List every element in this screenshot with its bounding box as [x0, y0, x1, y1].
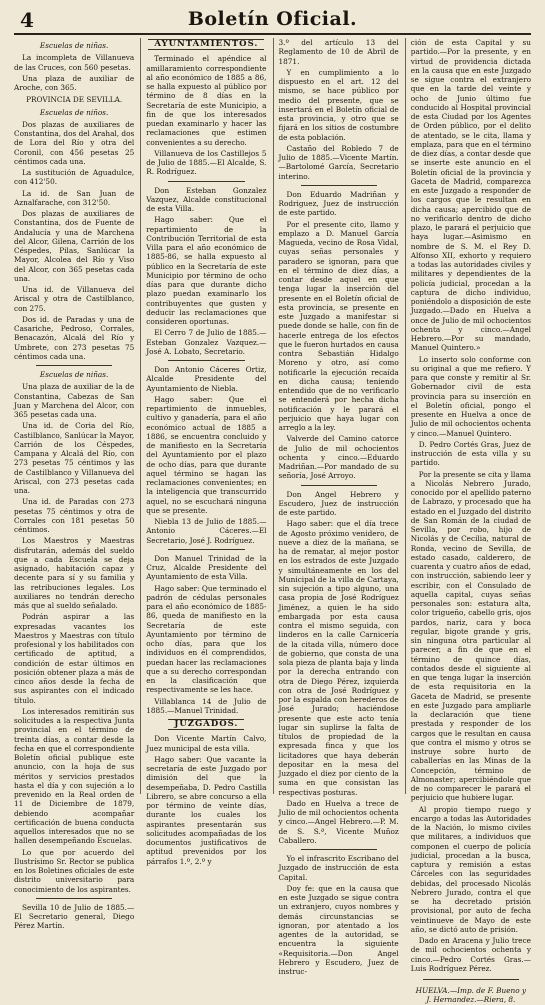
printer-imprint-line-2: J. Hernandez.—Riera, 8. [426, 995, 516, 1005]
paragraph: Escuelas de niñas. [39, 370, 109, 379]
section-divider [301, 185, 377, 186]
section-title-juzgados: JUZGADOS. [146, 719, 266, 730]
printer-imprint [411, 986, 531, 1005]
column-1 [14, 38, 135, 931]
paragraph: Lo inserto solo conforme con su original a que me refiero. Y para que conste y remitir al Sr. Gobernador civil de esta provincia para su inserción en el Boletín oficial, pongo el presente en Huelva a once de Julio de mil ochocientos ochenta y cinco.—Manuel Quintero. [410, 354, 531, 438]
column-4-body [411, 38, 531, 973]
paragraph: Valverde del Camino catorce de Julio de mil ochocientos ochenta y cinco.—Eduardo Madriñan.—Por mandado de su señoría, José Arroyo. [278, 434, 399, 481]
paragraph: Don Angel Hebrero y Escudero, Juez de instrucción de este partido. [278, 489, 399, 517]
paragraph: Doy fe: que en la causa que en este Juzgado se sigue contra un extranjero, cuyos nombres y demás circunstancias se ignoran, por atentado a los agentes de la autoridad, se encuentra la siguiente «Requisitoria.—Don Angel Hebrero y Escudero, Juez de instruc- [278, 883, 399, 976]
column-3 [273, 38, 399, 976]
paragraph: Los Maestros y Maestras disfrutarán, además del sueldo que a cada Escuela se deja asignado, habitación capaz y decente para sí y su familia y las retribuciones legales. Los auxiliares no tendrán derecho más que al sueldo señalado. [14, 536, 135, 610]
paragraph: Al propio tiempo ruego y encargo a todas las Autoridades de la Nación, lo mismo civiles que militares, a individuos que componen el cuerpo de policía judicial, procedan a la busca, captura y remisión a estas Cárceles con las seguridades debidas, del procesado Nicolás Nebrero Jurado, contra el que se ha decretado prisión provisional, por auto de fecha veintinueve de Mayo de este año, se dictó auto de prisión. [410, 804, 531, 934]
paragraph: Una id. de Paradas con 273 pesetas 75 céntimos y otra de Corrales con 181 pesetas 50 céntimos. [14, 497, 135, 534]
paragraph: Una plaza de auxiliar de la de Constantina, Cabezas de San Juan y Marchena del Alcor, con 365 pesetas cada una. [14, 382, 135, 419]
section-divider [168, 360, 244, 361]
paragraph: Podrán aspirar a las expresadas vacantes los Maestros y Maestras con título profesional y los habilitados con certificado de aptitud, a condición de estar últimos en posición obtener plaza a más de cinco años desde la fecha de sus aspirantes con el indicado título. [14, 612, 135, 705]
paragraph: Lo que por acuerdo del Ilustrísimo Sr. Rector se publica en los Boletines oficiales de este distrito universitario para conocimiento de los aspirantes. [14, 847, 135, 894]
paragraph: Villanueva de los Castillejos 5 de Julio de 1885.—El Alcalde, S. R. Rodríguez. [146, 148, 267, 177]
paragraph: Don Eduardo Madriñan y Rodriguez, Juez de instrucción de este partido. [278, 189, 399, 218]
section-divider [36, 898, 112, 899]
paragraph: Por la presente se cita y llama a Nicolás Nebrero Jurado, conocido por el apellido paterno de Labrazo, y procesado que ha estado en el Juzgado del distrito de San Román de la ciudad de Sevilla, por robo, hijo de Nicolás y de Cecilia, natural de Ronda, vecino de Sevilla, de estado casado, calderero, de cuarenta y cuatro años de edad, con instrucción, sabiendo leer y escribir, con el Consulado de aquella capital, cuyas señas personales son: estatura alta, color trigueño, cabello gris, ojos pardos, nariz, cara y boca regular, bigote grande y gris, sin ninguna otra particular al parecer, a fin de que en el término de quince días, contados desde el siguiente al en que tenga lugar la inserción de esta requisitoria en la Gaceta de Madrid, se presente en este Juzgado para ampliarle la declaración que tiene prestada y responder de los cargos que le resultan en causa que contra el mismo y otros se instruye sobre hurto de caballerías en las Minas de la Concepción, término de Almonaster; apercibiéndole que de no comparecer le parará el perjuicio que hubiere lugar. [410, 469, 531, 803]
paragraph: Niebla 13 de Julio de 1885.—Antonio Cáceres.—El Secretario, José J. Rodríguez. [146, 517, 267, 545]
column-1-body [14, 41, 134, 931]
paragraph: Villablanca 14 de Julio de 1885.—Manuel Trinidad. [146, 696, 267, 715]
page-header [14, 6, 531, 32]
paragraph: Una id. de Villanueva del Ariscal y otra de Castilblanco, con 275. [14, 285, 135, 313]
paragraph: Hago saber: Que terminado el padrón de cédulas personales para el año económico de 1885-86, queda de manifiesto en la Secretaría de este Ayuntamiento por término de ocho días, para que los individuos en él comprendidos, puedan hacer las reclamaciones que a su derecho correspondan en la clasificación que respectivamente se les hace. [146, 583, 267, 695]
section-divider [168, 181, 244, 182]
paragraph: Dado en Aracena y Julio trece de mil ochocientos ochenta y cinco.—Pedro Cortés Gras.—Luis Rodríguez Pérez. [410, 936, 531, 973]
header-rule [14, 33, 531, 35]
paragraph: ción de esta Capital y su partido.—Por la presente, y en virtud de providencia dictada en la causa que en este Juzgado se sigue contra el extranjero que en la tarde del veinte y ocho de Junio último fue conducido al Hospital provincial de esta Ciudad por los Agentes de Orden público, por el delito de atentado, se le cita, llama y emplaza, para que en el término de diez días, a contar desde que se inserte este anuncio en el Boletín oficial de la provincia y Gaceta de Madrid, comparezca en este Juzgado a responder de los cargos que le resultan en dicha causa; apercibido que de no verificarlo dentro de dicho plazo, le parará el perjuicio que haya lugar.—Asimismo en nombre de S. M. el Rey D. Alfonso XII, exhorto y requiero a todas las autoridades civiles y militares y dependientes de la policía judicial, procedan a la captura de dicho individuo, poniéndolo a disposición de este Juzgado.—Dado en Huelva a once de Julio de mil ochocientos ochenta y cinco.—Angel Hebrero.—Por su mandado, Manuel Quintero.» [410, 38, 531, 353]
paragraph: Y en cumplimiento a lo dispuesto en el art. 12 del mismo, se hace público por medio del presente, que se insertará en el Boletín oficial de esta provincia, y otro que se fijará en los sitios de costumbre de esta población. [278, 67, 399, 142]
paragraph: La sustitución de Aguadulce, con 412'50. [14, 168, 135, 187]
page-title: Boletín Oficial. [187, 8, 358, 30]
section-divider [36, 365, 112, 366]
paragraph: Dado en Huelva a trece de Julio de mil ochocientos ochenta y cinco.—Angel Hebrero.—P. M. de S. S.ª, Vicente Muñoz Caballero. [278, 798, 399, 845]
paragraph: Hago saber: Que vacante la secretaría de este Juzgado por dimisión del que la desempeñaba, D. Pedro Castilla Librero, se abre concurso a ella por término de veinte días, durante los cuales los aspirantes presentarán sus solicitudes acompañadas de los documentos justificativos de aptitud prevenidos por los párrafos 1.º, 2.º y [146, 754, 267, 866]
paragraph: Terminado el apéndice al amillaramiento correspondiente al año económico de 1885 a 86, se halla expuesto al público por término de 8 días en la Secretaría de este Municipio, a fin de que los interesados puedan examinarlo y hacer las reclamaciones que estimen convenientes a su derecho. [146, 54, 267, 147]
paragraph: Don Manuel Trinidad de la Cruz, Alcalde Presidente del Ayuntamiento de esta Villa. [146, 553, 267, 582]
paragraph: Escuelas de niñas. [39, 41, 109, 50]
paragraph: Don Vicente Martín Calvo, Juez municipal de esta villa. [146, 734, 267, 753]
column-2 [140, 38, 267, 866]
paragraph: La id. de San Juan de Aznalfarache, con 312'50. [14, 188, 135, 207]
paragraph: Escuelas de niños. [39, 107, 109, 117]
page-number: 4 [20, 8, 34, 32]
paragraph: Hago saber: Que el repartimiento de la Contribución Territorial de esta Villa para el año económico de 1885-86, se halla expuesto al público en la Secretaría de este Municipio por término de ocho días para que durante dicho plazo puedan examinarlo los contribuyentes que gusten y deducir las reclamaciones que consideren oportunas. [146, 215, 267, 326]
paragraph: La incompleta de Villanueva de las Cruces, con 560 pesetas. [14, 53, 135, 72]
column-2-body [146, 54, 266, 715]
column-2-body-juzgados [146, 734, 266, 866]
paragraph: Hago saber: Que el repartimiento de inmuebles, cultivo y ganadería, para el año económico actual de 1885 a 1886, se encuentra concluido y de manifiesto en la Secretaría del Ayuntamiento por el plazo de ocho días, para que durante aquel término se hagan las reclamaciones convenientes; en la inteligencia que transcurrido aquel, no se escuchará ninguna que se presente. [146, 394, 267, 515]
paragraph: Dos id. de Paradas y una de Casariche, Pedroso, Corrales, Benacazón, Alcalá del Río y Umbrete, con 273 pesetas 75 céntimos cada una. [14, 314, 135, 361]
paragraph: Por el presente cito, llamo y emplazo a D. Manuel García Magueda, vecino de Rosa Vidal, cuyas señas personales y paradero se ignoran, para que en el término de diez días, a contar desde aquel en que tenga lugar la inserción del presente en el Boletín oficial de esta provincia, se presente en este Juzgado a manifestar si puede donde se halle, con fin de hacerle entrega de los efectos que le fueron hurtados en causa contra Sebastián Hidalgo Moreno y otro, así como notificarle la ejecución recaída en dicha causa; teniendo entendido que de no verificarlo se entenderá por hecha dicha notificación y le parará el perjuicio que haya lugar con arreglo a la ley. [278, 219, 399, 432]
paragraph: D. Pedro Cortés Gras, Juez de instrucción de esta villa y su partido. [410, 439, 531, 468]
footer-rule [423, 979, 519, 980]
paragraph: Una plaza de auxiliar de Aroche, con 365. [14, 73, 135, 92]
paragraph: Los interesados remitirán sus solicitudes a la respectiva Junta provincial en el término de treinta días, a contar desde la fecha en que el correspondiente Boletín oficial publique este anuncio, con la hoja de sus méritos y servicios prestados hasta el día y con sujeción a lo prevenido en la Real orden de 11 de Diciembre de 1879, debiendo acompañar certificación de buena conducta aquellos interesados que no se hallen desempeñando Escuelas. [14, 706, 135, 846]
paragraph: Sevilla 10 de Julio de 1885.—El Secretario general, Diego Pérez Martín. [14, 902, 135, 931]
paragraph: 3.º del artículo 13 del Reglamento de 10 de Abril de 1871. [278, 38, 399, 66]
printer-imprint-line-1: HUELVA.—Imp. de F. Bueno y [415, 986, 527, 995]
column-4 [405, 38, 531, 1005]
paragraph: Una id. de Coria del Río, Castilblanco, Sanlúcar la Mayor, Carrión de los Céspedes, Campana y Alcalá del Río, con 273 pesetas 75 céntimos y las de Castilblanco y Villanueva del Ariscal, con 273 pesetas cada una. [14, 421, 135, 495]
paragraph: Hago saber: que el día trece de Agosto próximo venidero, de nueve a diez de la mañana, se ha de rematar, al mejor postor en los estrados de este Juzgado y simultáneamente en los del Municipal de la villa de Cartaya, sin sujeción a tipo alguno, una casa propia de José Rodríguez Jiménez, a quien le ha sido embargada por esta causa contra el mismo seguida, con linderos en la calle Carnicería de la citada villa, número doce de gobierno, que consta de una sola pieza de planta baja y linda por la derecha entrando con otra de Diego Pérez, izquierda con otra de José Rodríguez y por la espalda con herederos de José Jurado; haciéndose presente que este acto tenía lugar sin suplirse la falta de títulos de propiedad de la expresada finca y que los licitadores que haya deberán depositar en la mesa del Juzgado el diez por ciento de la suma en que consistan las respectivas posturas. [278, 519, 399, 797]
paragraph: Don Esteban Gonzalez Vazquez, Alcalde constitucional de esta Villa. [146, 185, 267, 213]
paragraph: Don Antonio Cáceres Ortiz, Alcalde Presidente del Ayuntamiento de Niebla. [146, 365, 267, 393]
paragraph: PROVINCIA DE SEVILLA. [26, 95, 123, 105]
paragraph: Dos plazas de auxiliares de Constantina, dos de Fuente de Andalucía y una de Marchena del Alcor, Gilena, Carrión de los Céspedes, Pilas, Sanlúcar la Mayor, Alcolea del Río y Viso del Alcor, con 365 pesetas cada una. [14, 209, 135, 283]
section-divider [301, 485, 377, 486]
section-divider [301, 849, 377, 850]
paragraph: El Cerro 7 de Julio de 1885.—Esteban Gonzalez Vazquez.—José A. Lobato, Secretario. [146, 328, 267, 356]
section-divider [168, 549, 244, 550]
section-title-ayuntamientos: AYUNTAMIENTOS. [146, 39, 266, 50]
columns [14, 38, 531, 1005]
paragraph: Dos plazas de auxiliares de Constantina, dos del Arahal, dos de Lora del Río y otra del Coronil, con 456 pesetas 25 céntimos cada una. [14, 119, 135, 166]
paragraph: Yo el infrascrito Escribano del Juzgado de instrucción de esta Capital. [278, 854, 399, 882]
paragraph: Castaño del Robledo 7 de Julio de 1885.—Vicente Martín.—Bartolomé García, Secretario interino. [278, 143, 399, 181]
column-3-body [279, 38, 399, 976]
